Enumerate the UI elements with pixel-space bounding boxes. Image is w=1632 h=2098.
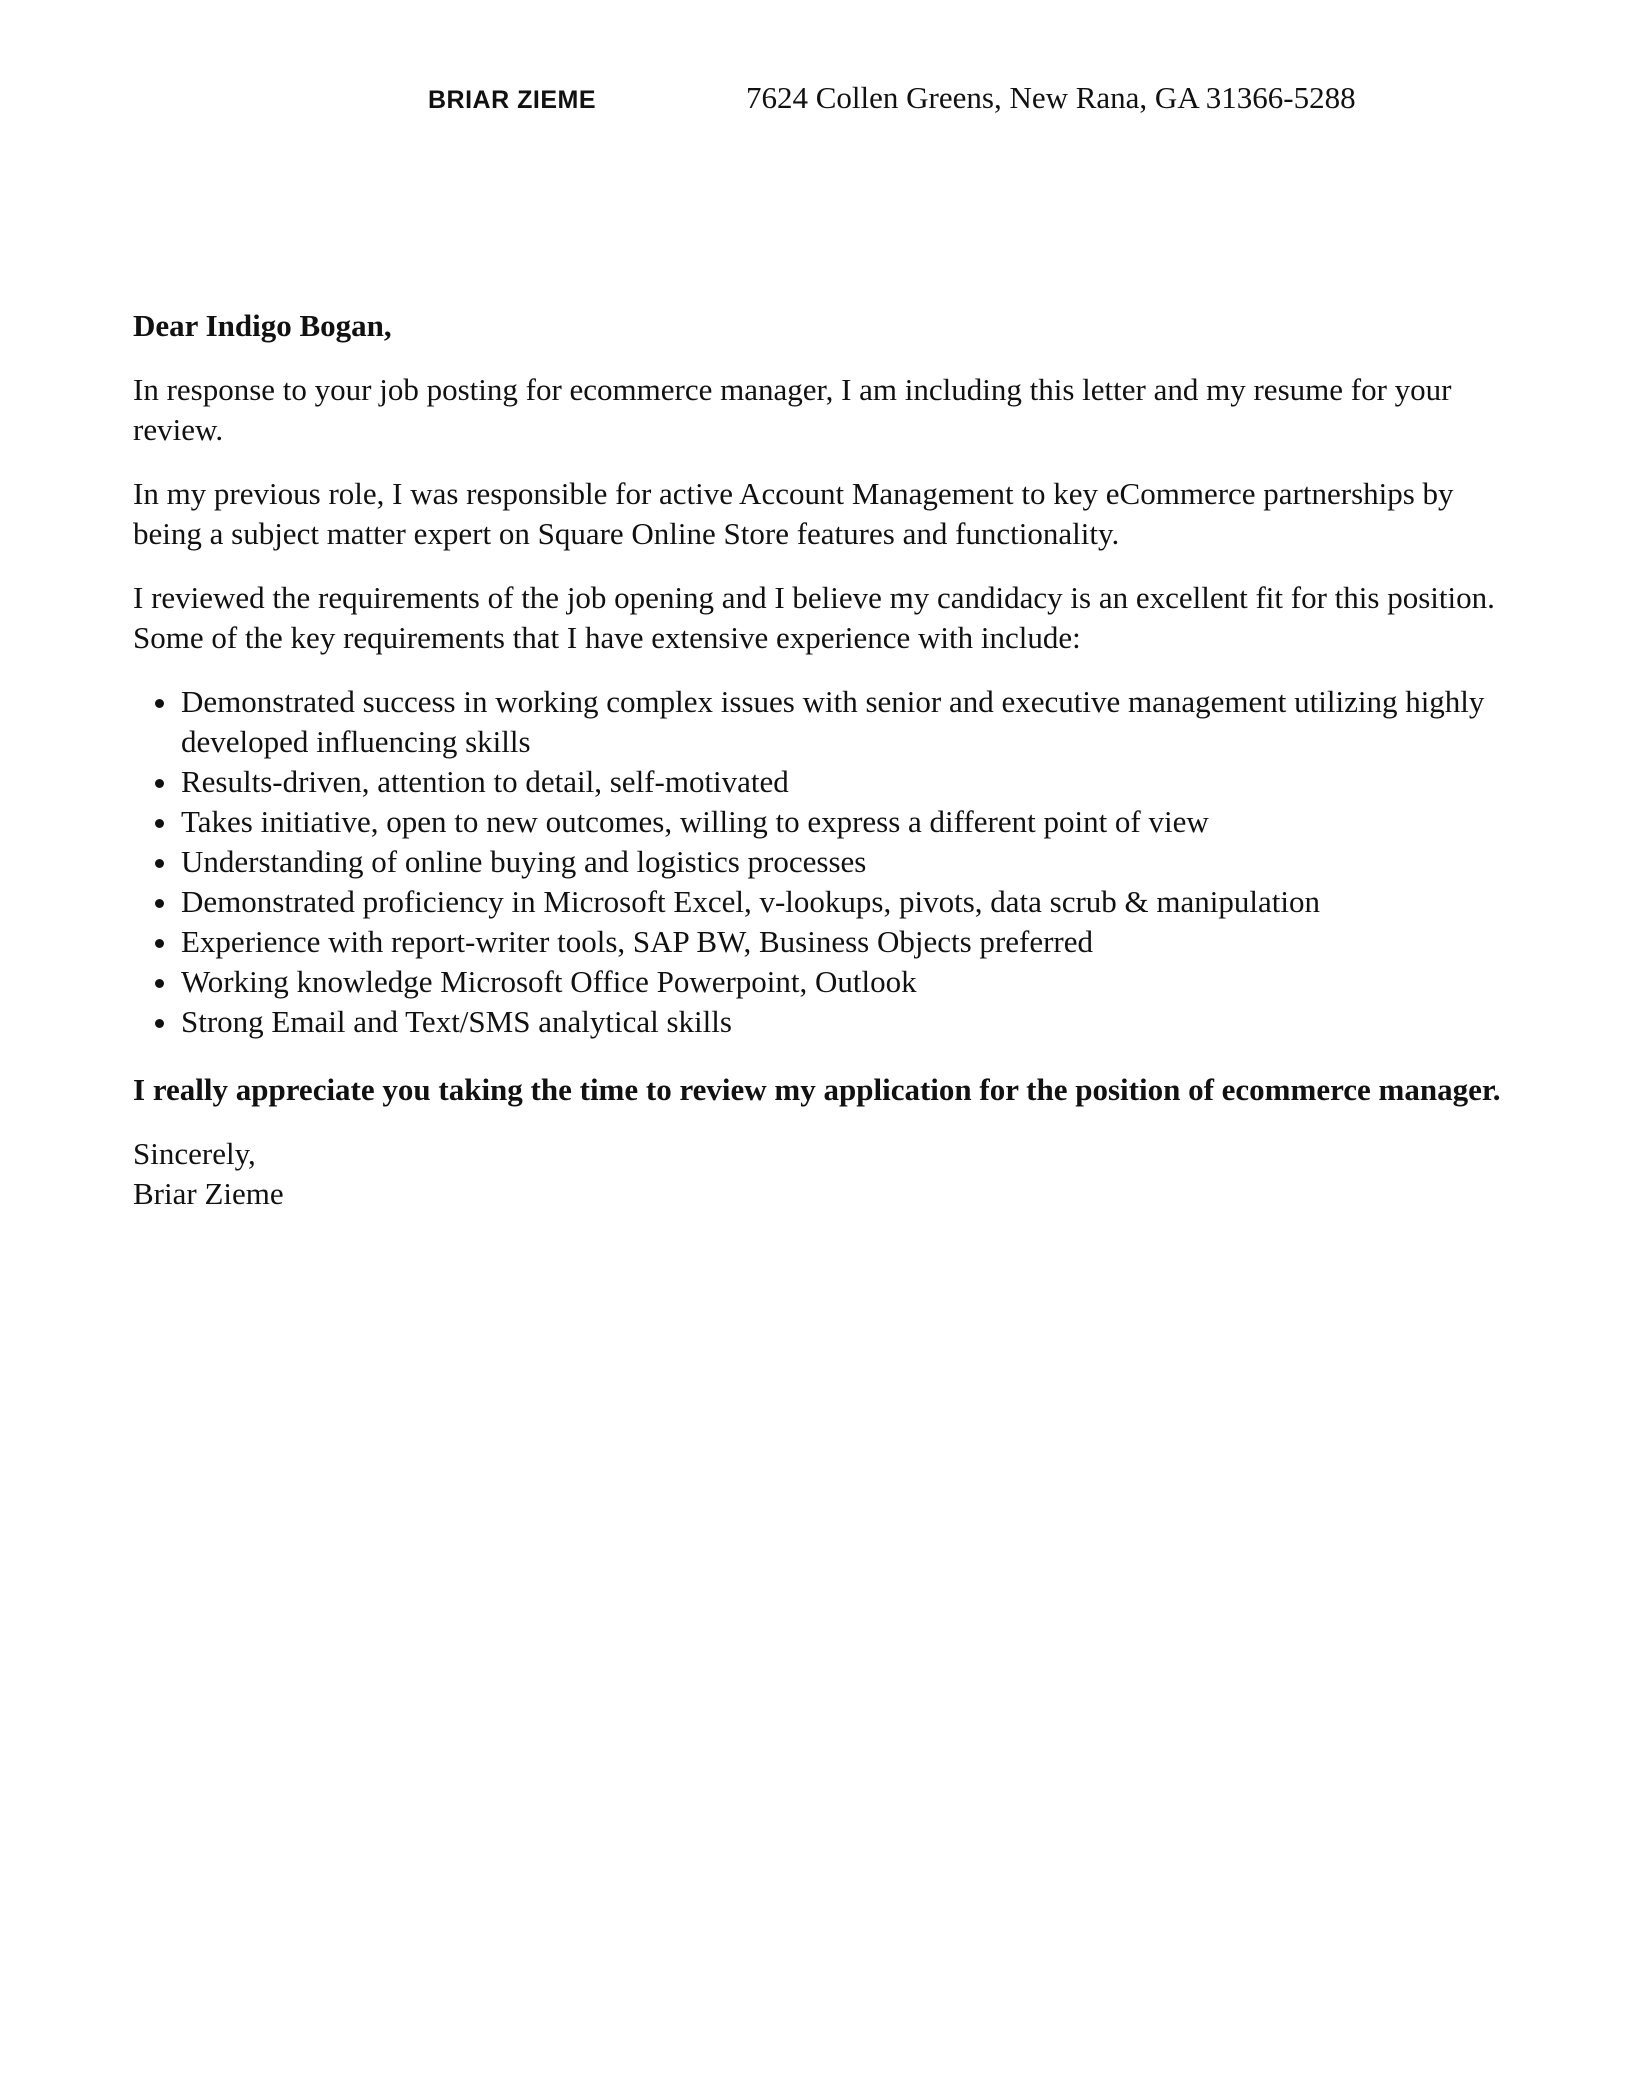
list-item-text: Working knowledge Microsoft Office Powerpoint, Outlook	[181, 964, 917, 999]
salutation: Dear Indigo Bogan,	[133, 308, 392, 343]
list-item	[133, 1002, 1503, 1042]
signature: Briar Zieme	[133, 1176, 284, 1211]
list-item-text: Results-driven, attention to detail, self-motivated	[181, 764, 789, 799]
list-item	[133, 842, 1503, 882]
requirements-intro-paragraph: I reviewed the requirements of the job opening and I believe my candidacy is an excellent fit for this position. Some of the key requirements that I have extensive experience with include:	[133, 580, 1495, 655]
requirements-list	[133, 682, 1503, 1042]
list-item	[133, 962, 1503, 1002]
bullet-icon	[155, 939, 164, 948]
bullet-icon	[155, 1019, 164, 1028]
list-item-text: Understanding of online buying and logistics processes	[181, 844, 867, 879]
list-item	[133, 762, 1503, 802]
bullet-icon	[155, 899, 164, 908]
sender-address: 7624 Collen Greens, New Rana, GA 31366-5288	[746, 80, 1356, 115]
experience-paragraph: In my previous role, I was responsible for active Account Management to key eCommerce partnerships by being a subject matter expert on Square Online Store features and functionality.	[133, 476, 1454, 551]
letter-body	[133, 306, 1503, 1214]
bullet-icon	[155, 859, 164, 868]
list-item	[133, 802, 1503, 842]
list-item-text: Takes initiative, open to new outcomes, willing to express a different point of view	[181, 804, 1209, 839]
bullet-icon	[155, 699, 164, 708]
bullet-icon	[155, 979, 164, 988]
intro-paragraph: In response to your job posting for ecommerce manager, I am including this letter and my resume for your review.	[133, 372, 1452, 447]
list-item-text: Experience with report-writer tools, SAP BW, Business Objects preferred	[181, 924, 1093, 959]
bullet-icon	[155, 819, 164, 828]
sender-name: BRIAR ZIEME	[428, 86, 596, 114]
list-item	[133, 682, 1503, 762]
bullet-icon	[155, 779, 164, 788]
list-item-text: Demonstrated proficiency in Microsoft Excel, v-lookups, pivots, data scrub & manipulation	[181, 884, 1320, 919]
list-item-text: Strong Email and Text/SMS analytical skills	[181, 1004, 732, 1039]
list-item	[133, 882, 1503, 922]
list-item-text: Demonstrated success in working complex issues with senior and executive management utilizing highly developed influencing skills	[181, 684, 1485, 759]
closing-paragraph: I really appreciate you taking the time to review my application for the position of ecommerce manager.	[133, 1072, 1501, 1107]
signoff: Sincerely,	[133, 1136, 256, 1171]
list-item	[133, 922, 1503, 962]
letter-header	[0, 80, 1632, 120]
